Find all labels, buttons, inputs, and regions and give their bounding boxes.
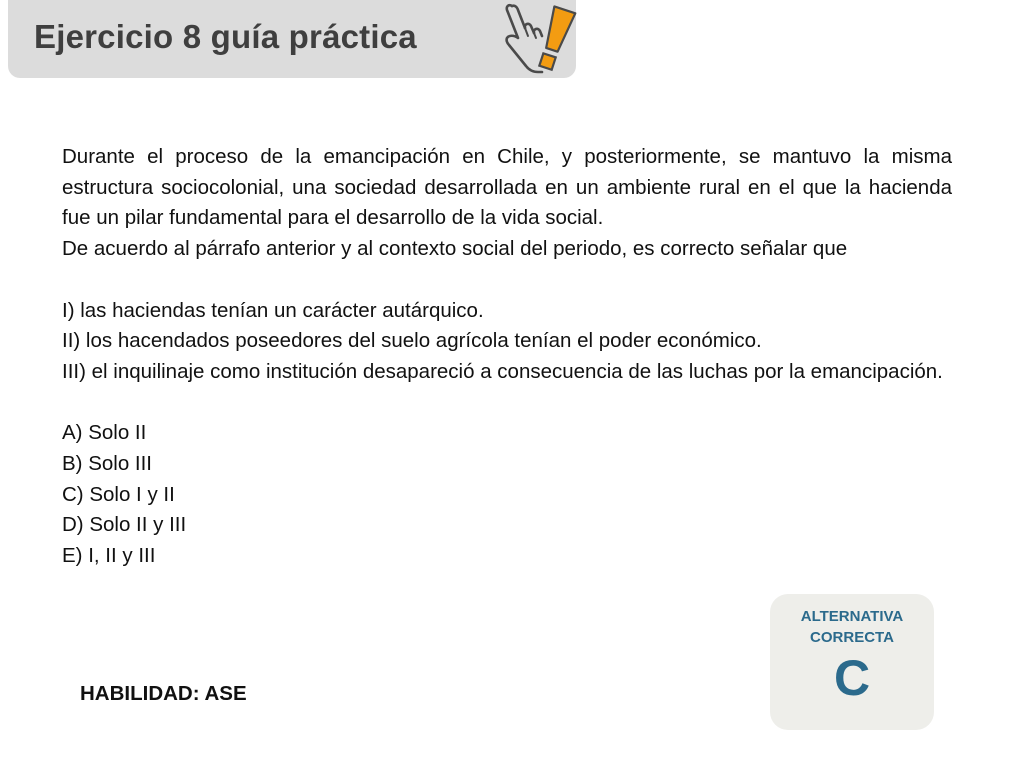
title-bar [8,0,576,78]
correct-answer-box [770,594,934,730]
option-e[interactable]: E) I, II y III [62,544,156,568]
skill-label: HABILIDAD: ASE [80,682,247,705]
question-prompt-paragraph: De acuerdo al párrafo anterior y al contexto social del periodo, es correcto señalar que [62,237,848,261]
spacer [62,265,952,296]
page-title: Ejercicio 8 guía práctica [34,18,417,55]
hand-exclamation-icon [498,0,580,84]
spacer [62,388,952,419]
answer-label-line-2: CORRECTA [810,629,894,646]
statement-iii: III) el inquilinaje como institución desapareció a consecuencia de las luchas por la emancipación. [62,359,943,383]
option-a[interactable]: A) Solo II [62,421,147,445]
option-d[interactable]: D) Solo II y III [62,513,187,537]
question-context-paragraph: Durante el proceso de la emancipación en Chile, y posteriormente, se mantuvo la misma estructura sociocolonial, una sociedad desarrollada en un ambiente rural en el que la hacienda fue un pilar fundamental para el desarrollo de la vida social. [62,145,952,230]
question-content [62,142,952,572]
option-c[interactable]: C) Solo I y II [62,482,175,506]
option-b[interactable]: B) Solo III [62,452,153,475]
answer-letter: C [833,650,871,706]
statement-i: I) las haciendas tenían un carácter autárquico. [62,298,484,322]
statement-ii: II) los hacendados poseedores del suelo agrícola tenían el poder económico. [62,329,762,353]
answer-label-line-1: ALTERNATIVA [800,608,904,625]
